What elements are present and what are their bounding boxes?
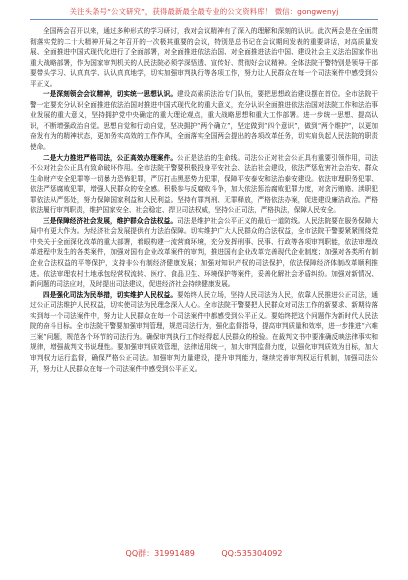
paragraph-lead: 一是深刻领会会议精神，切实统一思想认识。 [43, 90, 178, 99]
header-divider [30, 19, 378, 20]
header-banner: 关注头条号“公文研究”，获得最新最全最专业的公文资料库！ 微信：gongwenyj [69, 7, 339, 16]
paragraph-point-1 [30, 89, 378, 152]
paragraph-text: 要始终人民立场，坚持人民司法为人民，依靠人民推进公正司法，通过公正司法维护人民权益，切实使司法为民理念深入人心。全市法院干警要把人民群众对司法工作的新要求、新期待落实到每一个司法案件中，努力让人民群众在每一个司法案件中都感受到公平正义。要始终把这个问题作为新时代人民法院的奋斗目标。全市法院干警要加强审判管理，规范司法行为，强化监督指导，提高审判质量和效率，进一步推进“六难三案”问题，规范各个环节的司法行为。确保审判执行工作经得起人民群众的检验。在裁判文书中要准确反映法律事实和规律，增强裁判文书说理性。要加强审判质效管理，法律适用统一，加大审判监督力度，以强化审判质效为目标，加大审判权力运行监督，确保严格公正司法。加强审判力量建设，提升审判能力，继续完善审判权运行机制，加强司法公开，努力让人民群众在每一个司法案件中感受到公平正义。 [30, 290, 379, 373]
qq-group-text: QQ群：31991489 [125, 549, 195, 558]
paragraph-lead: 三是保障经济社会发展，维护群众合法权益。 [43, 216, 178, 225]
paragraph-text: 司法是维护社会公平正义的最后一道防线。人民法院要在服务保障大局中有更大作为。为经济社会发展提供有力法治保障。切实维护广大人民群众的合法权益，全市法院干警要紧紧围绕党中央关于全面深化改革的重大部署，着眼构建一流营商环境，充分发挥刑事、民事、行政等各项审判职能，依法审理改革进程中发生的各类案件，加强对国有企业改革案件的审判，推进国有企业改革完善现代企业制度；加强对各类所有制企业合法权益的平等保护，支持非公有制经济健康发展；加强对知识产权的司法保护，依法保障经济体制改革顺利推进。依法审理农村土地承包经营权流转、医疗、食品卫生、环境保护等案件，妥善化解社会矛盾纠纷。加强对新情况、新问题的司法应对，及时提出司法建议，促进经济社会持续健康发展。 [30, 216, 379, 289]
paragraph-lead: 四是强化司法为民举措，切实维护人民权益。 [43, 290, 178, 299]
paragraph-point-2 [30, 153, 378, 216]
paragraph-text: 建设高素质法治专门队伍，要把思想政治建设摆在首位。全市法院干警一定要充分认识全面推进依法治国对推进中国式现代化的重大意义，充分认识全面推进依法治国对法院工作和法治事业发展的重大意义，坚持拥护党中央确定的重大理论观点，重大战略思想和重大工作部署。进一步统一思想、提高认识，不断增强政治自觉。思想自觉和行动自觉，坚决拥护“两个确立”，坚定做到“四个意识”，做到“两个维护”，以更加奋发有为的精神状态，更加务实高效的工作作风，全面落实全国两会提出的各项改革任务，切实肩负起人民法院的职责使命。 [30, 90, 379, 152]
paragraph-text: 公正是法治的生命线。司法公正对社会公正具有重要引领作用，司法不公对社会公正具有致命破坏作用。全市法院干警要积极投身平安社会、法治社会建设，依法严惩危害社会治安、群众生命财产安全犯罪等一切暴力恐怖犯罪，严厉打击黑恶势力犯罪，保障平安泰安和法治泰安建设。依法审理职务犯罪、依法严惩腐败犯罪，增强人民群众的安全感。积极参与反腐败斗争，加大依法惩治腐败犯罪力度，对贪污贿赂、渎职犯罪依法从严惩处，努力保障国家利益和人民利益。坚持有罪判刑、无罪释放，严格依法办案，促进建设廉洁政治。严格依法履行审判职责，维护国家安全、社会稳定、捍卫司法权威，坚持公正司法，严格执法，保障人民安全。 [30, 153, 379, 215]
qq-number-text: QQ:535304092 [221, 549, 283, 558]
paragraph-intro [30, 26, 378, 89]
footer-contact [0, 548, 408, 559]
paragraph-text: 全国两会召开以来，通过多种形式的学习研讨，我对会议精神有了深入的理解和深刻的认识。此次两会是在全面贯彻落实党的二十大精神开局之年召开的一次极其重要的会议，特别是总书记在会议期间发表的重要讲话，对高质量发展、全面推进中国式现代化进行了全面部署，对全面推进依法治国、对全面推进法治中国、建设社会主义法治国家作出重大战略部署，作为国家审判机关的人民法院必须学深悟透、宣传好、贯彻好会议精神。全体法院干警特别是领导干部要带头学习、认真真学、认认真真地学，切实加强审判执行等各项工作，努力让人民群众在每一个司法案件中感受到公平正义。 [30, 27, 378, 88]
document-body [30, 26, 378, 374]
paragraph-point-3 [30, 216, 378, 290]
paragraph-point-4 [30, 290, 378, 374]
paragraph-lead: 二是大力推进严格司法，公正高效办理案件。 [43, 153, 178, 162]
